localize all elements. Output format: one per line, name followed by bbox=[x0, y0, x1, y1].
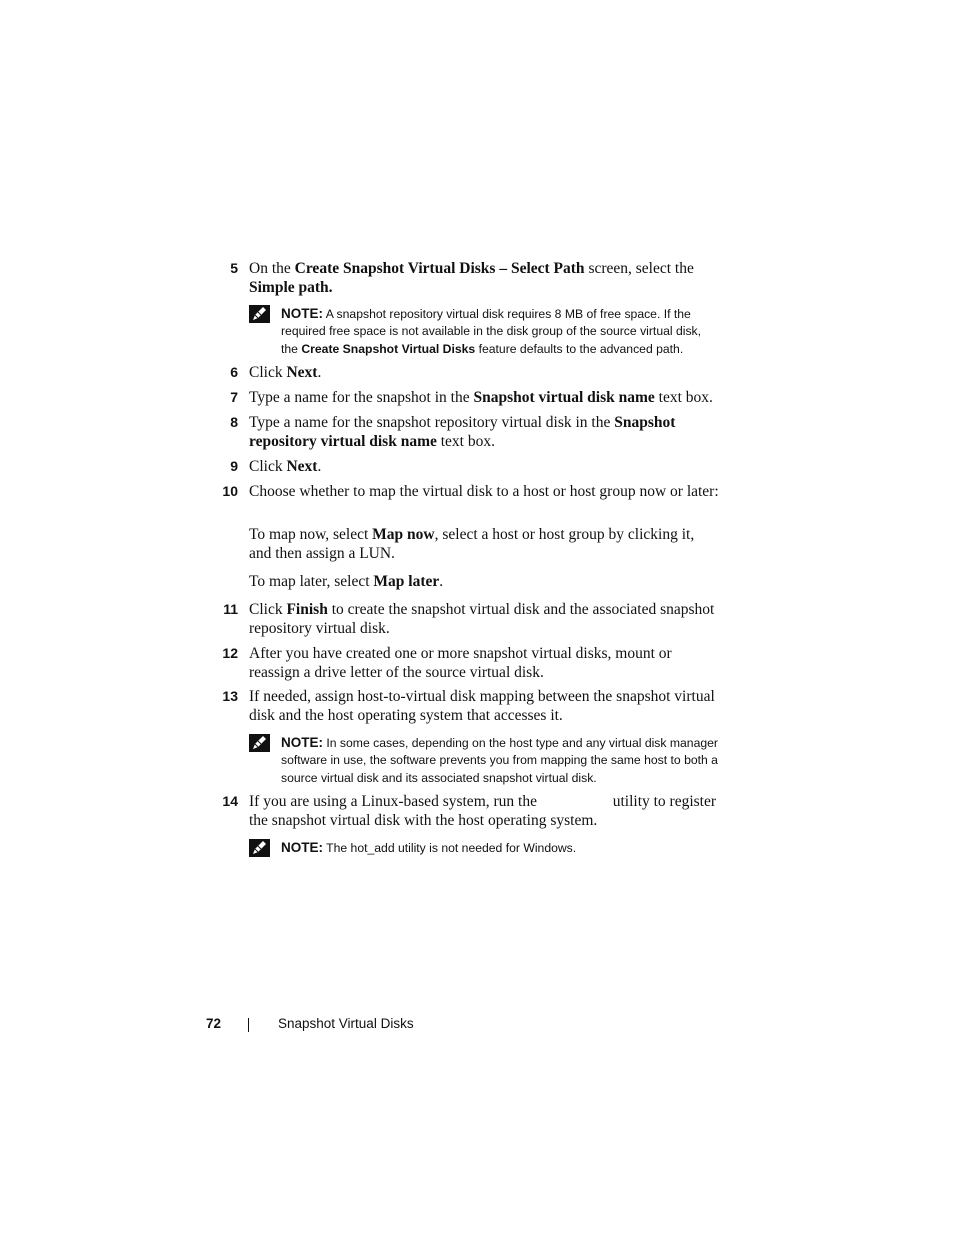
page-number: 72 bbox=[206, 1016, 222, 1031]
step-number: 11 bbox=[223, 601, 238, 617]
map-now-paragraph: To map now, select Map now, select a host or host group by clicking it, and then assign a LUN. bbox=[249, 526, 695, 562]
step-text: Click Finish to create the snapshot virtual disk and the associated snapshot repository virtual disk. bbox=[249, 601, 715, 637]
step-number: 14 bbox=[222, 793, 238, 809]
step-number: 8 bbox=[230, 414, 238, 430]
step-text: Choose whether to map the virtual disk to a host or host group now or later: bbox=[249, 483, 719, 500]
note-text: NOTE: In some cases, depending on the host type and any virtual disk manager software in use, the software prevents you from mapping the same host to both a source virtual disk and its associated snapshot virtual disk. bbox=[281, 735, 718, 785]
step-text: Type a name for the snapshot repository virtual disk in the Snapshot repository virtual disk name text box. bbox=[249, 414, 676, 450]
note-pencil-icon bbox=[249, 305, 270, 323]
note-text: NOTE: A snapshot repository virtual disk requires 8 MB of free space. If the required free space is not available in the disk group of the source virtual disk, the Create Snapshot Virtual Disks feature defaults to the advanced path. bbox=[281, 306, 702, 356]
step-text: If you are using a Linux-based system, run the utility to register the snapshot virtual disk with the host operating system. bbox=[249, 793, 717, 829]
step-text: Click Next. bbox=[249, 458, 322, 475]
step-number: 5 bbox=[230, 260, 238, 276]
step-number: 7 bbox=[230, 389, 238, 405]
note-pencil-icon bbox=[249, 734, 270, 752]
step-number: 6 bbox=[230, 364, 238, 380]
step-text: If needed, assign host-to-virtual disk mapping between the snapshot virtual disk and the host operating system that accesses it. bbox=[249, 688, 715, 724]
footer-divider bbox=[248, 1018, 249, 1032]
step-text: Type a name for the snapshot in the Snapshot virtual disk name text box. bbox=[249, 389, 713, 406]
step-number: 9 bbox=[230, 458, 238, 474]
step-number: 10 bbox=[222, 483, 238, 499]
footer-section-title: Snapshot Virtual Disks bbox=[278, 1016, 414, 1031]
step-text: Click Next. bbox=[249, 364, 322, 381]
step-text: After you have created one or more snapshot virtual disks, mount or reassign a drive letter of the source virtual disk. bbox=[249, 645, 672, 681]
note-pencil-icon bbox=[249, 839, 270, 857]
step-number: 13 bbox=[222, 688, 238, 704]
note-text: NOTE: The hot_add utility is not needed for Windows. bbox=[281, 840, 577, 855]
step-text: On the Create Snapshot Virtual Disks – Select Path screen, select the Simple path. bbox=[249, 260, 694, 296]
step-number: 12 bbox=[222, 645, 238, 661]
map-later-paragraph: To map later, select Map later. bbox=[249, 573, 444, 590]
